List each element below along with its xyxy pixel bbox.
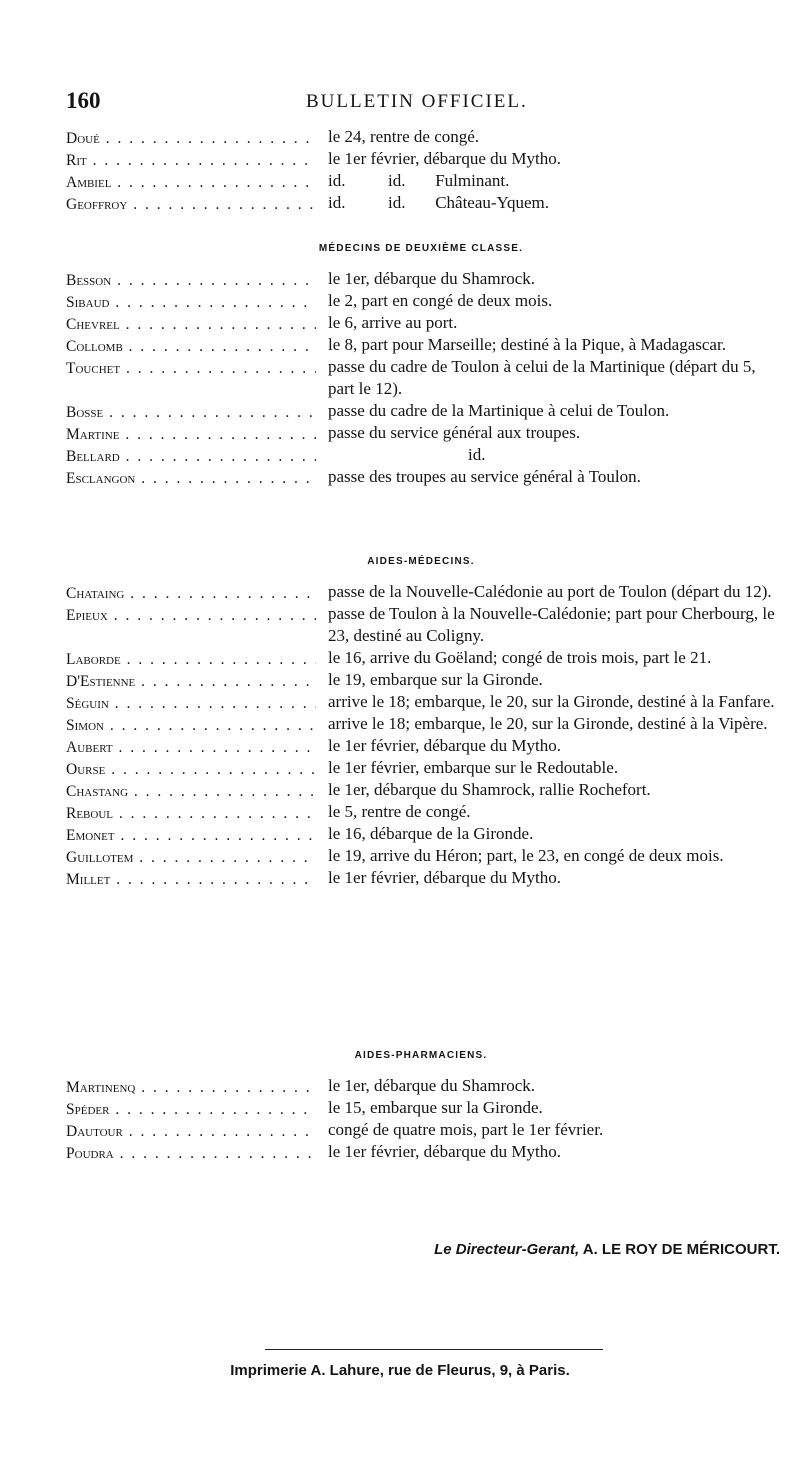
list-item xyxy=(66,1141,776,1163)
list-item xyxy=(66,603,776,647)
list-item xyxy=(66,801,776,823)
entry-text: le 1er février, débarque du Mytho. xyxy=(328,736,561,755)
entry-text: passe de Toulon à la Nouvelle-Calédonie; part pour Cherbourg, le 23, destiné au Coligny. xyxy=(328,604,775,645)
entry-text: le 1er février, embarque sur le Redoutable. xyxy=(328,758,619,777)
list-item xyxy=(66,400,776,422)
entry-text: passe du cadre de Toulon à celui de la Martinique (départ du 5, part le 12). xyxy=(328,357,756,398)
list-item xyxy=(66,669,776,691)
list-item xyxy=(66,1075,776,1097)
list-item xyxy=(66,779,776,801)
list-item xyxy=(66,192,776,214)
top-entry-list xyxy=(66,126,776,214)
entry-text: le 16, arrive du Goëland; congé de trois mois, part le 21. xyxy=(328,648,712,667)
entry-text: id. id. Château-Yquem. xyxy=(328,193,549,212)
printer-imprint: Imprimerie A. Lahure, rue de Fleurus, 9, à Paris. xyxy=(230,1362,570,1379)
entry-name: Ambiel . . . xyxy=(66,172,316,194)
entry-name: Martinenq . . . xyxy=(66,1077,316,1099)
entry-text: passe du cadre de la Martinique à celui de Toulon. xyxy=(328,401,670,420)
entry-name: Doué . . . xyxy=(66,128,316,150)
entry-text: passe de la Nouvelle-Calédonie au port de Toulon (départ du 12). xyxy=(328,582,772,601)
entry-name: Chataing . . . xyxy=(66,583,316,605)
list-item xyxy=(66,422,776,444)
entry-name: Bellard . . . xyxy=(66,446,316,468)
list-item xyxy=(66,268,776,290)
entry-text: le 16, débarque de la Gironde. xyxy=(328,824,534,843)
list-item xyxy=(66,312,776,334)
page-number: 160 xyxy=(66,88,101,113)
entry-text: le 1er février, débarque du Mytho. xyxy=(328,1142,561,1161)
entry-name: Touchet . . . xyxy=(66,358,316,380)
entry-name: Poudra . . . xyxy=(66,1143,316,1165)
entry-name: Chastang . . . xyxy=(66,781,316,803)
entry-name: Besson . . . xyxy=(66,270,316,292)
list-item xyxy=(66,735,776,757)
entry-text: le 5, rentre de congé. xyxy=(328,802,471,821)
entry-name: Simon . . . xyxy=(66,715,316,737)
entry-text: le 1er, débarque du Shamrock. xyxy=(328,269,536,288)
entry-text: le 6, arrive au port. xyxy=(328,313,458,332)
entry-text: le 15, embarque sur la Gironde. xyxy=(328,1098,543,1117)
signature-role: Le Directeur-Gerant, xyxy=(434,1241,580,1258)
list-item xyxy=(66,1097,776,1119)
entry-name: Séguin . . . xyxy=(66,693,316,715)
entry-text: le 19, embarque sur la Gironde. xyxy=(328,670,543,689)
list-item xyxy=(66,823,776,845)
entry-name: Geoffroy . . . xyxy=(66,194,316,216)
running-title: BULLETIN OFFICIEL. xyxy=(306,91,528,112)
list-item xyxy=(66,290,776,312)
entry-text: passe des troupes au service général à Toulon. xyxy=(328,467,641,486)
entry-name: Dautour . . . xyxy=(66,1121,316,1143)
entry-text: arrive le 18; embarque, le 20, sur la Gironde, destiné à la Fanfare. xyxy=(328,692,775,711)
entry-name: Esclangon . . . xyxy=(66,468,316,490)
entry-text: le 19, arrive du Héron; part, le 23, en congé de deux mois. xyxy=(328,846,724,865)
section-aides-pharmaciens xyxy=(66,1050,776,1163)
entry-name: Ourse . . . xyxy=(66,759,316,781)
entry-name: Martine . . . xyxy=(66,424,316,446)
list-item xyxy=(66,713,776,735)
list-item xyxy=(66,757,776,779)
list-item xyxy=(66,466,776,488)
entry-name: Guillotem . . . xyxy=(66,847,316,869)
section-title: AIDES-MÉDECINS. xyxy=(367,556,475,567)
entry-name: Reboul . . . xyxy=(66,803,316,825)
entry-name: Rit . . . xyxy=(66,150,316,172)
entry-name: Collomb . . . xyxy=(66,336,316,358)
entry-text: le 8, part pour Marseille; destiné à la Pique, à Madagascar. xyxy=(328,335,726,354)
entry-name: Sibaud . . . xyxy=(66,292,316,314)
entry-name: Epieux . . . xyxy=(66,605,316,627)
entry-text: le 24, rentre de congé. xyxy=(328,127,480,146)
list-item xyxy=(66,691,776,713)
page-header xyxy=(66,88,766,118)
section-title: AIDES-PHARMACIENS. xyxy=(354,1050,488,1061)
entry-text: le 1er, débarque du Shamrock. xyxy=(328,1076,536,1095)
entry-text: le 1er février, débarque du Mytho. xyxy=(328,868,561,887)
list-item xyxy=(66,581,776,603)
list-item xyxy=(66,845,776,867)
entry-name: Spéder . . . xyxy=(66,1099,316,1121)
entry-name: Aubert . . . xyxy=(66,737,316,759)
list-item xyxy=(66,1119,776,1141)
entry-text: id. id. Fulminant. xyxy=(328,171,510,190)
entry-text: le 1er février, débarque du Mytho. xyxy=(328,149,561,168)
list-item xyxy=(66,444,776,466)
section-medecins xyxy=(66,243,776,488)
section-title: MÉDECINS DE DEUXIÈME CLASSE. xyxy=(318,243,524,254)
list-item xyxy=(66,170,776,192)
entry-text: passe du service général aux troupes. xyxy=(328,423,581,442)
entry-name: Emonet . . . xyxy=(66,825,316,847)
signature xyxy=(0,1241,780,1258)
signature-name: A. LE ROY DE MÉRICOURT. xyxy=(582,1241,780,1258)
entry-name: Millet . . . xyxy=(66,869,316,891)
list-item xyxy=(66,334,776,356)
entry-text: id. xyxy=(468,445,486,464)
entry-text: arrive le 18; embarque, le 20, sur la Gironde, destiné à la Vipère. xyxy=(328,714,768,733)
entry-name: Bosse . . . xyxy=(66,402,316,424)
list-item xyxy=(66,126,776,148)
divider xyxy=(265,1349,603,1350)
entry-name: D'Estienne . . . xyxy=(66,671,316,693)
entry-text: le 1er, débarque du Shamrock, rallie Rochefort. xyxy=(328,780,651,799)
entry-text: congé de quatre mois, part le 1er février. xyxy=(328,1120,604,1139)
list-item xyxy=(66,148,776,170)
entry-name: Laborde . . . xyxy=(66,649,316,671)
list-item xyxy=(66,647,776,669)
entry-text: le 2, part en congé de deux mois. xyxy=(328,291,553,310)
list-item xyxy=(66,356,776,400)
list-item xyxy=(66,867,776,889)
entry-name: Chevrel . . . xyxy=(66,314,316,336)
section-aides-medecins xyxy=(66,556,776,889)
